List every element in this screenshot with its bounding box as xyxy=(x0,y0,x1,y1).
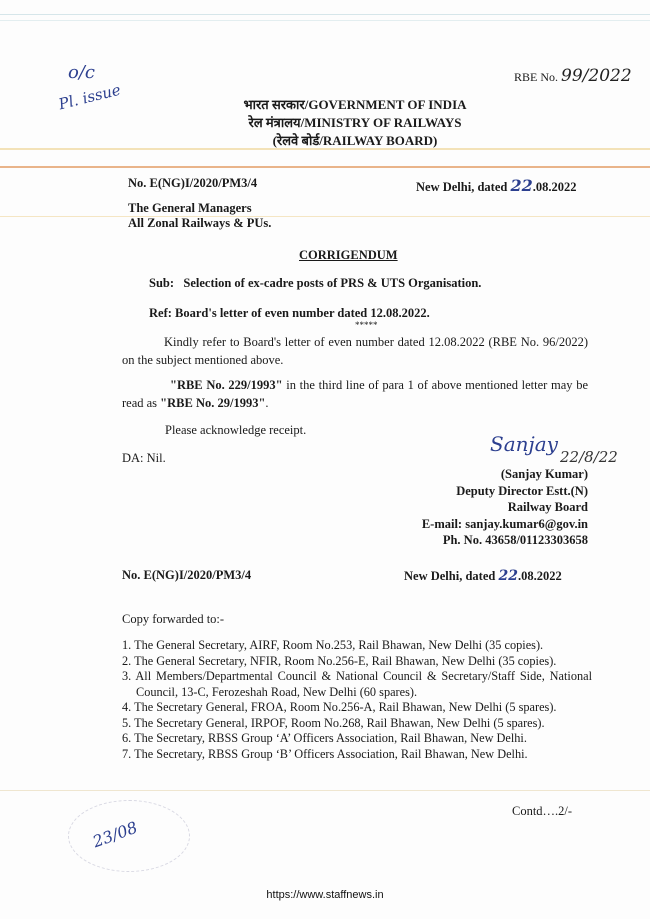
handwritten-note: Pl. issue xyxy=(56,80,123,114)
bold-text: "RBE No. 29/1993" xyxy=(160,396,266,410)
list-item: 1. The General Secretary, AIRF, Room No.253, Rail Bhawan, New Delhi (35 copies). xyxy=(122,638,544,652)
signature-date: 22/8/22 xyxy=(560,448,618,466)
bold-text: "RBE No. 229/1993" xyxy=(170,378,283,392)
rbe-label: RBE No. xyxy=(514,70,559,84)
header-line: रेल मंत्रालय/MINISTRY OF RAILWAYS xyxy=(248,115,462,130)
scan-line xyxy=(0,14,650,15)
signatory-phone: Ph. No. 43658/01123303658 xyxy=(442,533,588,547)
text: in the third line of para 1 of above mentioned letter may be read as xyxy=(122,378,588,410)
scan-line xyxy=(0,20,650,21)
addressee-line: All Zonal Railways & PUs. xyxy=(128,216,272,230)
rbe-number xyxy=(514,66,632,86)
subject: Sub: Selection of ex-cadre posts of PRS & UTS Organisation. xyxy=(149,276,482,290)
list-item: 3. All Members/Departmental Council & National Council & Secretary/Staff Side, National Council, 13-C, Ferozeshah Road, New Delhi (60 spares). xyxy=(122,669,592,699)
handwritten-note: o/c xyxy=(68,62,95,83)
signatory-designation: Deputy Director Estt.(N) xyxy=(456,483,588,498)
header-line: भारत सरकार/GOVERNMENT OF INDIA xyxy=(243,97,467,112)
list-item: 2. The General Secretary, NFIR, Room No.256-E, Rail Bhawan, New Delhi (35 copies). xyxy=(122,653,557,668)
list-item: 7. The Secretary, RBSS Group ‘B’ Officers Association, Rail Bhawan, New Delhi. xyxy=(122,746,528,761)
scan-line xyxy=(0,216,650,217)
document-title: CORRIGENDUM xyxy=(299,248,398,262)
signature-block xyxy=(422,466,588,549)
signatory-name: (Sanjay Kumar) xyxy=(500,467,588,481)
copy-forwarded-heading: Copy forwarded to:- xyxy=(122,612,225,626)
signature: Sanjay xyxy=(490,432,558,456)
list-item: 6. The Secretary, RBSS Group ‘A’ Officers Association, Rail Bhawan, New Delhi. xyxy=(122,731,527,745)
signatory-email: E-mail: sanjay.kumar6@gov.in xyxy=(421,516,588,531)
addressee-line: The General Managers xyxy=(128,201,252,215)
handwritten-stamp-note: 23/08 xyxy=(90,817,140,852)
rbe-handwritten: 99/2022 xyxy=(561,66,632,86)
date-suffix: .08.2022 xyxy=(517,569,562,583)
reference: Ref: Board's letter of even number dated 12.08.2022. xyxy=(149,306,430,320)
list-item: 4. The Secretary General, FROA, Room No.256-A, Rail Bhawan, New Delhi (5 spares). xyxy=(122,700,557,714)
footer-url[interactable]: https://www.staffnews.in xyxy=(266,889,384,901)
letter-date xyxy=(416,176,576,195)
date-handwritten: 22 xyxy=(498,568,518,584)
addressee xyxy=(128,201,271,231)
list-item: 5. The Secretary General, IRPOF, Room No.268, Rail Bhawan, New Delhi (5 spares). xyxy=(122,715,545,730)
letter-number: No. E(NG)I/2020/PM3/4 xyxy=(122,568,252,582)
enclosures: DA: Nil. xyxy=(122,451,166,465)
separator-stars: ***** xyxy=(355,320,378,330)
letter-number: No. E(NG)I/2020/PM3/4 xyxy=(128,176,258,190)
header-line: (रेलवे बोर्ड/RAILWAY BOARD) xyxy=(272,133,438,148)
paragraph xyxy=(122,376,588,412)
text: . xyxy=(265,396,269,410)
signatory-office: Railway Board xyxy=(507,500,588,514)
copy-list xyxy=(122,638,592,762)
paragraph: Please acknowledge receipt. xyxy=(165,423,307,437)
letter-date xyxy=(404,568,562,584)
date-handwritten: 22 xyxy=(510,176,533,195)
scan-line xyxy=(0,790,650,791)
paragraph: Kindly refer to Board's letter of even number dated 12.08.2022 (RBE No. 96/2022) on the subject mentioned above. xyxy=(122,335,588,367)
date-prefix: New Delhi, dated xyxy=(416,180,508,194)
continued-note: Contd….2/- xyxy=(512,804,573,818)
date-prefix: New Delhi, dated xyxy=(404,569,496,583)
date-suffix: .08.2022 xyxy=(532,180,577,194)
scan-line xyxy=(0,166,650,168)
